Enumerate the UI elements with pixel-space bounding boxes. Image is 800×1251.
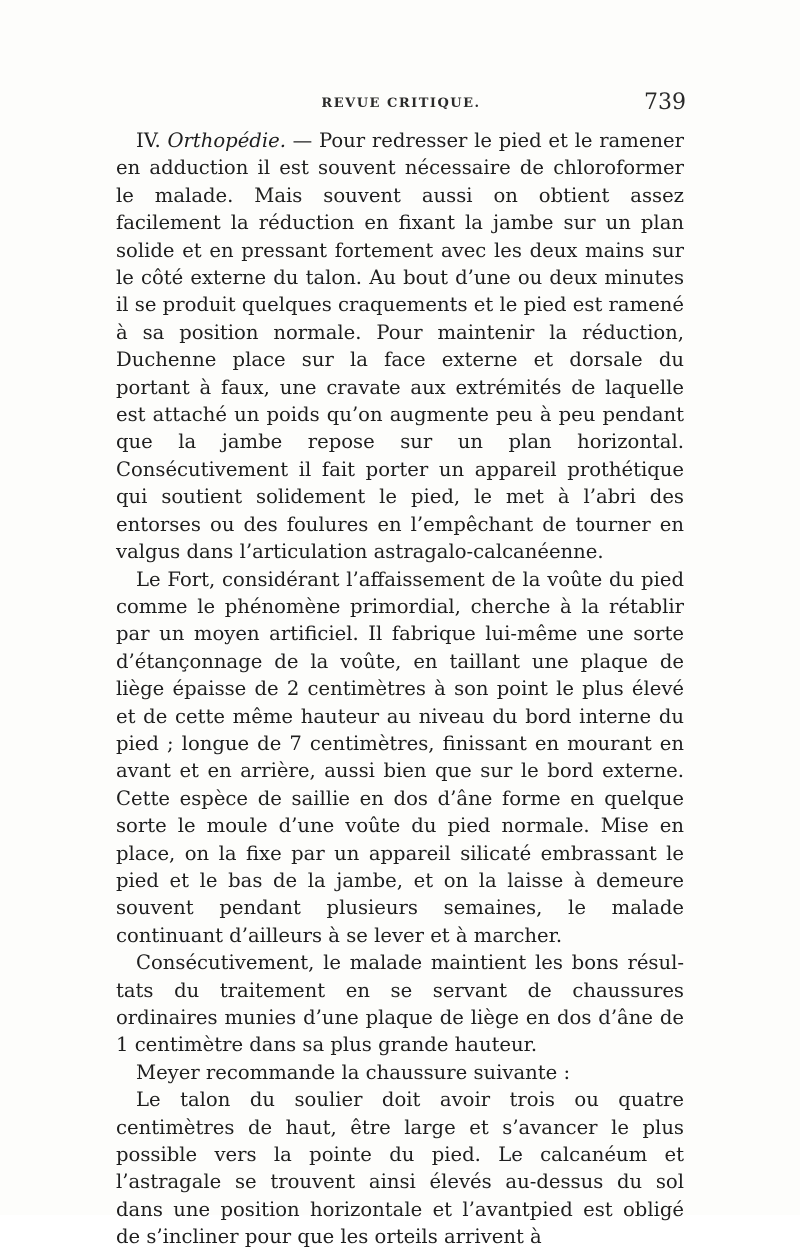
section-title: Orthopédie.: [167, 129, 286, 152]
paragraph-meyer: Meyer recommande la chaussure suivante :: [136, 1060, 571, 1084]
paragraph-consecutivement: Consécutivement, le malade maintient les bons résultats du traitement en se servant de chaussures ordinaires munies d’une plaque de liège en dos d’âne de 1 centimètre dans sa plus grande hauteur.: [116, 951, 684, 1057]
running-head: REVUE CRITIQUE.: [321, 96, 481, 111]
page-header: [116, 92, 686, 120]
paragraph-le-fort: Le Fort, considérant l’affaissement de la voûte du pied comme le phénomène primordial, cherche à la rétablir par un moyen artificiel. Il fabrique lui-même une sorte d’étançonnage de la voûte, en taillant une plaque de liège épaisse de 2 centimètres à son point le plus élevé et de cette même hauteur au niveau du bord interne du pied ; longue de 7 centimètres, finissant en mourant en avant et en arrière, aussi bien que sur le bord externe. Cette espèce de saillie en dos d’âne forme en quelque sorte le moule d’une voûte du pied normale. Mise en place, on la fixe par un appareil silicaté embrassant le pied et le bas de la jambe, et on la laisse à demeure souvent pendant plusieurs semaines, le malade continuant d’ailleurs à se lever et à marcher.: [116, 567, 684, 947]
paragraph-orthopedie: [116, 127, 684, 566]
body-text: [116, 127, 684, 1251]
section-label: IV.: [136, 129, 161, 152]
paragraph-talon: Le talon du soulier doit avoir trois ou quatre centimètres de haut, être large et s’avancer le plus possible vers la pointe du pied. Le calcanéum et l’astragale se trouvent ainsi élevés au-dessus du sol dans une position horizontale et l’avantpied est obligé de s’incliner pour que les orteils arrivent à: [116, 1088, 684, 1249]
page-number: 739: [644, 90, 686, 115]
paragraph-text: — Pour redresser le pied et le ramener en adduction il est souvent nécessaire de chloroformer le malade. Mais souvent aussi on obtient assez facilement la réduction en fixant la jambe sur un plan solide et en pressant fortement avec les deux mains sur le côté externe du talon. Au bout d’une ou deux minutes il se produit quelques craquements et le pied est ramené à sa position normale. Pour maintenir la réduction, Duchenne place sur la face externe et dorsale du portant à faux, une cravate aux extrémités de laquelle est attaché un poids qu’on augmente peu à peu pendant que la jambe repose sur un plan horizontal. Consécutivement il fait porter un appareil prothétique qui soutient solidement le pied, le met à l’abri des entorses ou des foulures en l’empêchant de tourner en valgus dans l’articulation astragalo-calcanéenne.: [116, 129, 684, 564]
